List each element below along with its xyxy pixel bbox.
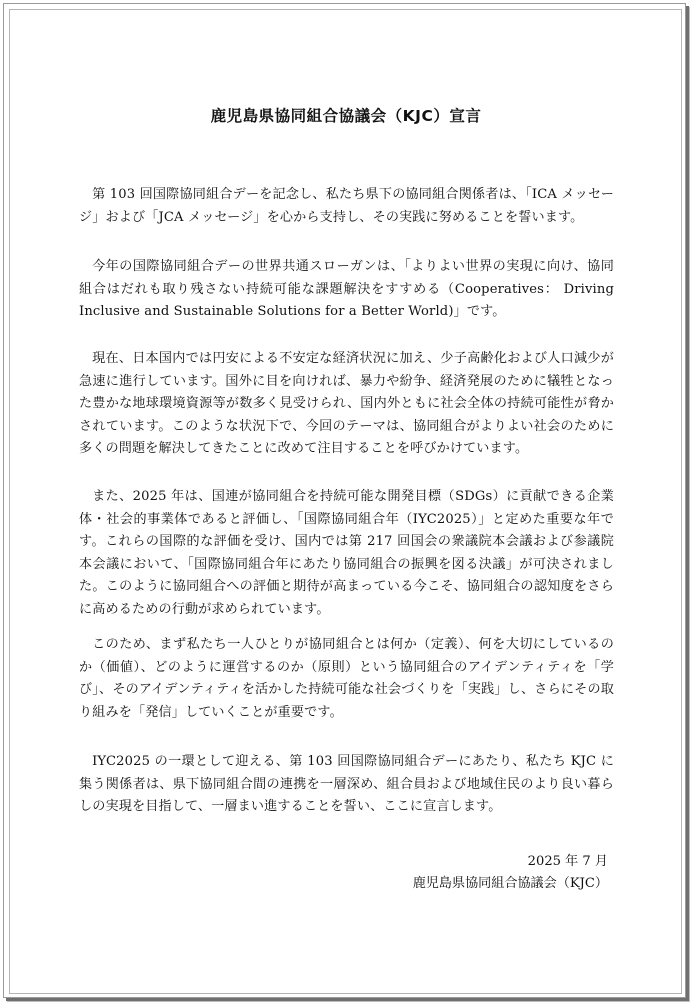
paragraph-6: IYC2025 の一環として迎える、第 103 回国際協同組合デーにあたり、私たち KJC に集う関係者は、県下協同組合間の連携を一層深め、組合員および地域住民のより良い暮らしの実現を目指して、一層まい進することを誓い、ここに宣言します。: [79, 754, 614, 814]
signature-date: 2025 年 7 月: [527, 854, 608, 869]
signature-organization: 鹿児島県協同組合協議会（KJC）: [412, 876, 608, 891]
paragraph-2: 今年の国際協同組合デーの世界共通スローガンは、「よりよい世界の実現に向け、協同組合はだれも取り残さない持続可能な課題解決をすすめる（Cooperatives： Driving Inclusive and Sustainable Solutions for a Better World)」です。: [79, 259, 614, 319]
paragraph-3: 現在、日本国内では円安による不安定な経済状況に加え、少子高齢化および人口減少が急速に進行しています。国外に目を向ければ、暴力や紛争、経済発展のために犠牲となった豊かな地球環境資源等が数多く見受けられ、国内外ともに社会全体の持続可能性が脅かされています。このような状況下で、今回のテーマは、協同組合がよりよい社会のために多くの問題を解決してきたことに改めて注目することを呼びかけています。: [79, 351, 614, 456]
document-title: 鹿児島県協同組合協議会（KJC）宣言: [210, 107, 482, 125]
paragraph-5: このため、まず私たち一人ひとりが協同組合とは何か（定義）、何を大切にしているのか（価値）、どのように運営するのか（原則）という協同組合のアイデンティティを「学び」、そのアイデンティティを活かした持続可能な社会づくりを「実践」し、さらにその取り組みを「発信」していくことが重要です。: [79, 637, 614, 720]
paragraph-4: また、2025 年は、国連が協同組合を持続可能な開発目標（SDGs）に貢献できる企業体・社会的事業体であると評価し、「国際協同組合年（IYC2025）」と定めた重要な年です。これらの国際的な評価を受け、国内では第 217 回国会の衆議院本会議および参議院本会議において、「国際協同組合年にあたり協同組合の振興を図る決議」が可決されました。このように協同組合への評価と期待が高まっている今こそ、協同組合の認知度をさらに高めるための行動が求められています。: [79, 489, 614, 617]
paragraph-1: 第 103 回国際協同組合デーを記念し、私たち県下の協同組合関係者は、「ICA メッセージ」および「JCA メッセージ」を心から支持し、その実践に努めることを誓います。: [79, 187, 614, 225]
